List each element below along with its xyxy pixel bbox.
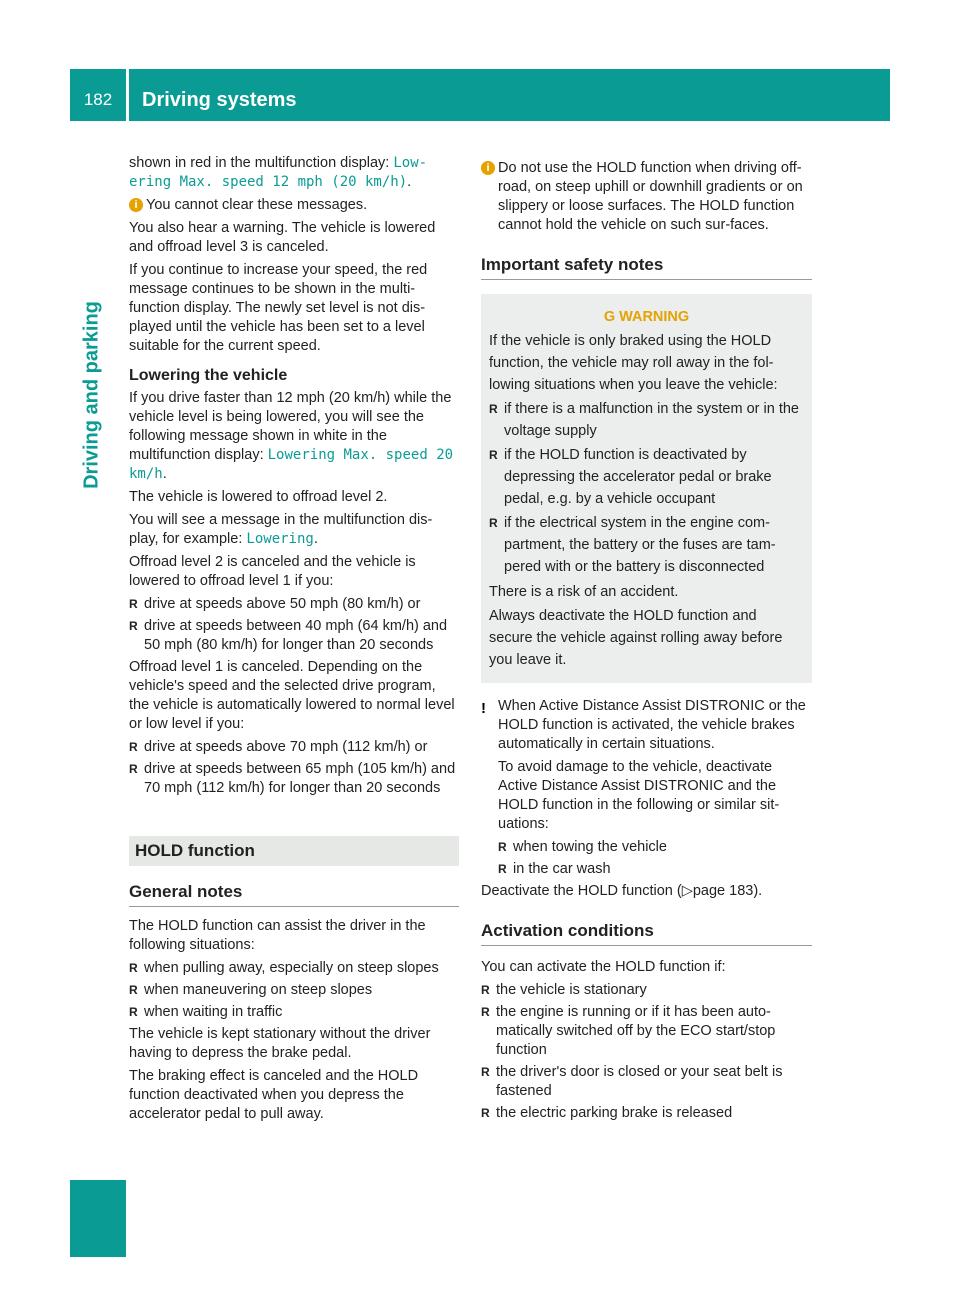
bullet-icon: R [481, 1065, 490, 1079]
warning-box [481, 294, 812, 683]
side-section-label: Driving and parking [80, 301, 103, 489]
bullet-icon: R [129, 619, 138, 633]
page-reference-link[interactable]: page 183 [692, 883, 754, 899]
bullet-icon: R [129, 1005, 138, 1019]
list-item: R when towing the vehicle [498, 839, 667, 855]
paragraph: The braking effect is canceled and the HOLD function deactivated when you depress the accelerator pedal to pull away. [129, 1068, 419, 1122]
display-message: Lowering Max. speed 20 km/h [129, 447, 454, 482]
safety-notes-heading: Important safety notes [481, 249, 812, 280]
warning-text: Always deactivate the HOLD function and secure the vehicle against rolling away before you leave it. [489, 608, 783, 668]
page-ref-arrow-icon: ▷ [681, 883, 693, 899]
bullet-icon: R [129, 983, 138, 997]
paragraph: You will see a message in the multifunction dis-play, for example: Lowering. [129, 512, 433, 547]
warning-title: G WARNING [603, 309, 690, 325]
info-icon: i [481, 161, 495, 175]
hold-function-heading: HOLD function [129, 836, 459, 866]
list-item: R in the car wash [498, 861, 611, 877]
bullet-icon: R [498, 840, 507, 854]
bullet-list [129, 959, 459, 1022]
paragraph: Offroad level 1 is canceled. Depending on the vehicle's speed and the selected drive program, the vehicle is automatically lowered to normal level or low level if you: [129, 659, 455, 732]
exclamation-icon: ! [481, 700, 486, 717]
info-note: i You cannot clear these messages. [129, 196, 459, 215]
list-item: R the electric parking brake is released [481, 1105, 733, 1121]
list-item: R drive at speeds above 50 mph (80 km/h) or [129, 596, 421, 612]
general-notes-heading: General notes [129, 876, 459, 907]
paragraph: The vehicle is kept stationary without the driver having to depress the brake pedal. [129, 1026, 431, 1061]
list-item: R drive at speeds between 40 mph (64 km/h) and 50 mph (80 km/h) for longer than 20 seconds [129, 618, 448, 653]
paragraph: Offroad level 2 is canceled and the vehicle is lowered to offroad level 1 if you: [129, 554, 416, 589]
bullet-list [129, 595, 459, 655]
paragraph: Deactivate the HOLD function (▷page 183). [481, 883, 763, 899]
paragraph: If you continue to increase your speed, the red message continues to be shown in the multi-function display. The newly set level is not dis-played until the vehicle has been set to a level suitable for the current speed. [129, 262, 428, 354]
bullet-list [481, 981, 812, 1123]
list-item: R the vehicle is stationary [481, 982, 647, 998]
warning-text: There is a risk of an accident. [489, 584, 679, 600]
info-icon: i [129, 198, 143, 212]
page-title: Driving systems [142, 89, 297, 111]
bullet-icon: R [481, 1005, 490, 1019]
paragraph: The vehicle is lowered to offroad level 2. [129, 489, 388, 505]
bullet-icon: R [129, 597, 138, 611]
bullet-icon: R [129, 762, 138, 776]
caution-note: ! When Active Distance Assist DISTRONIC or the HOLD function is activated, the vehicle brakes automatically in certain situations. [481, 698, 806, 752]
section-heading: Lowering the vehicle [129, 367, 288, 384]
bullet-icon: R [498, 862, 507, 876]
display-message: Low‐ering Max. speed 12 mph (20 km/h) [129, 155, 428, 190]
list-item: R the driver's door is closed or your seat belt is fastened [481, 1064, 783, 1099]
warning-triangle-icon: G [603, 309, 616, 325]
paragraph: The HOLD function can assist the driver in the following situations: [129, 918, 426, 953]
bullet-icon: R [489, 516, 498, 530]
list-item: R drive at speeds above 70 mph (112 km/h) or [129, 739, 428, 755]
list-item: R when maneuvering on steep slopes [129, 982, 373, 998]
paragraph: You also hear a warning. The vehicle is lowered and offroad level 3 is canceled. [129, 220, 436, 255]
paragraph: To avoid damage to the vehicle, deactivate Active Distance Assist DISTRONIC and the HOLD function in the following or similar sit-uations: [498, 759, 780, 832]
list-item: R when pulling away, especially on steep slopes [129, 960, 439, 976]
right-column [481, 155, 812, 1126]
list-item: R if the HOLD function is deactivated by depressing the accelerator pedal or brake pedal, e.g. by a vehicle occupant [489, 444, 804, 510]
list-item: R when waiting in traffic [129, 1004, 283, 1020]
list-item: R if the electrical system in the engine com-partment, the battery or the fuses are tam-pered with or the battery is disconnected [489, 512, 804, 578]
left-column [129, 154, 459, 1128]
bullet-list [489, 398, 804, 578]
page-number: 182 [83, 90, 113, 109]
bullet-icon: R [489, 402, 498, 416]
header-separator [126, 69, 129, 121]
bullet-icon: R [481, 983, 490, 997]
list-item: R if there is a malfunction in the system or in the voltage supply [489, 398, 804, 442]
paragraph: If you drive faster than 12 mph (20 km/h) while the vehicle level is being lowered, you will see the following message shown in white in the multifunction display: Lowering Max. speed 20 km/h. [129, 390, 454, 482]
side-tab-block [70, 1180, 126, 1257]
warning-text: If the vehicle is only braked using the HOLD function, the vehicle may roll away in the fol-lowing situations when you leave the vehicle: [489, 333, 778, 393]
list-item: R drive at speeds between 65 mph (105 km/h) and 70 mph (112 km/h) for longer than 20 seconds [129, 761, 456, 796]
bullet-icon: R [129, 740, 138, 754]
display-message: Lowering [246, 531, 314, 547]
info-note: i Do not use the HOLD function when driving off-road, on steep uphill or downhill gradients or on slippery or loose surfaces. The HOLD function cannot hold the vehicle on such sur-faces. [481, 159, 812, 235]
paragraph: shown in red in the multifunction display: Low‐ering Max. speed 12 mph (20 km/h). [129, 155, 428, 190]
activation-heading: Activation conditions [481, 915, 812, 946]
bullet-icon: R [489, 448, 498, 462]
list-item: R the engine is running or if it has been auto-matically switched off by the ECO start/stop function [481, 1004, 776, 1058]
bullet-list [129, 738, 459, 798]
paragraph: You can activate the HOLD function if: [481, 959, 726, 975]
bullet-icon: R [481, 1106, 490, 1120]
bullet-list [481, 838, 812, 879]
bullet-icon: R [129, 961, 138, 975]
